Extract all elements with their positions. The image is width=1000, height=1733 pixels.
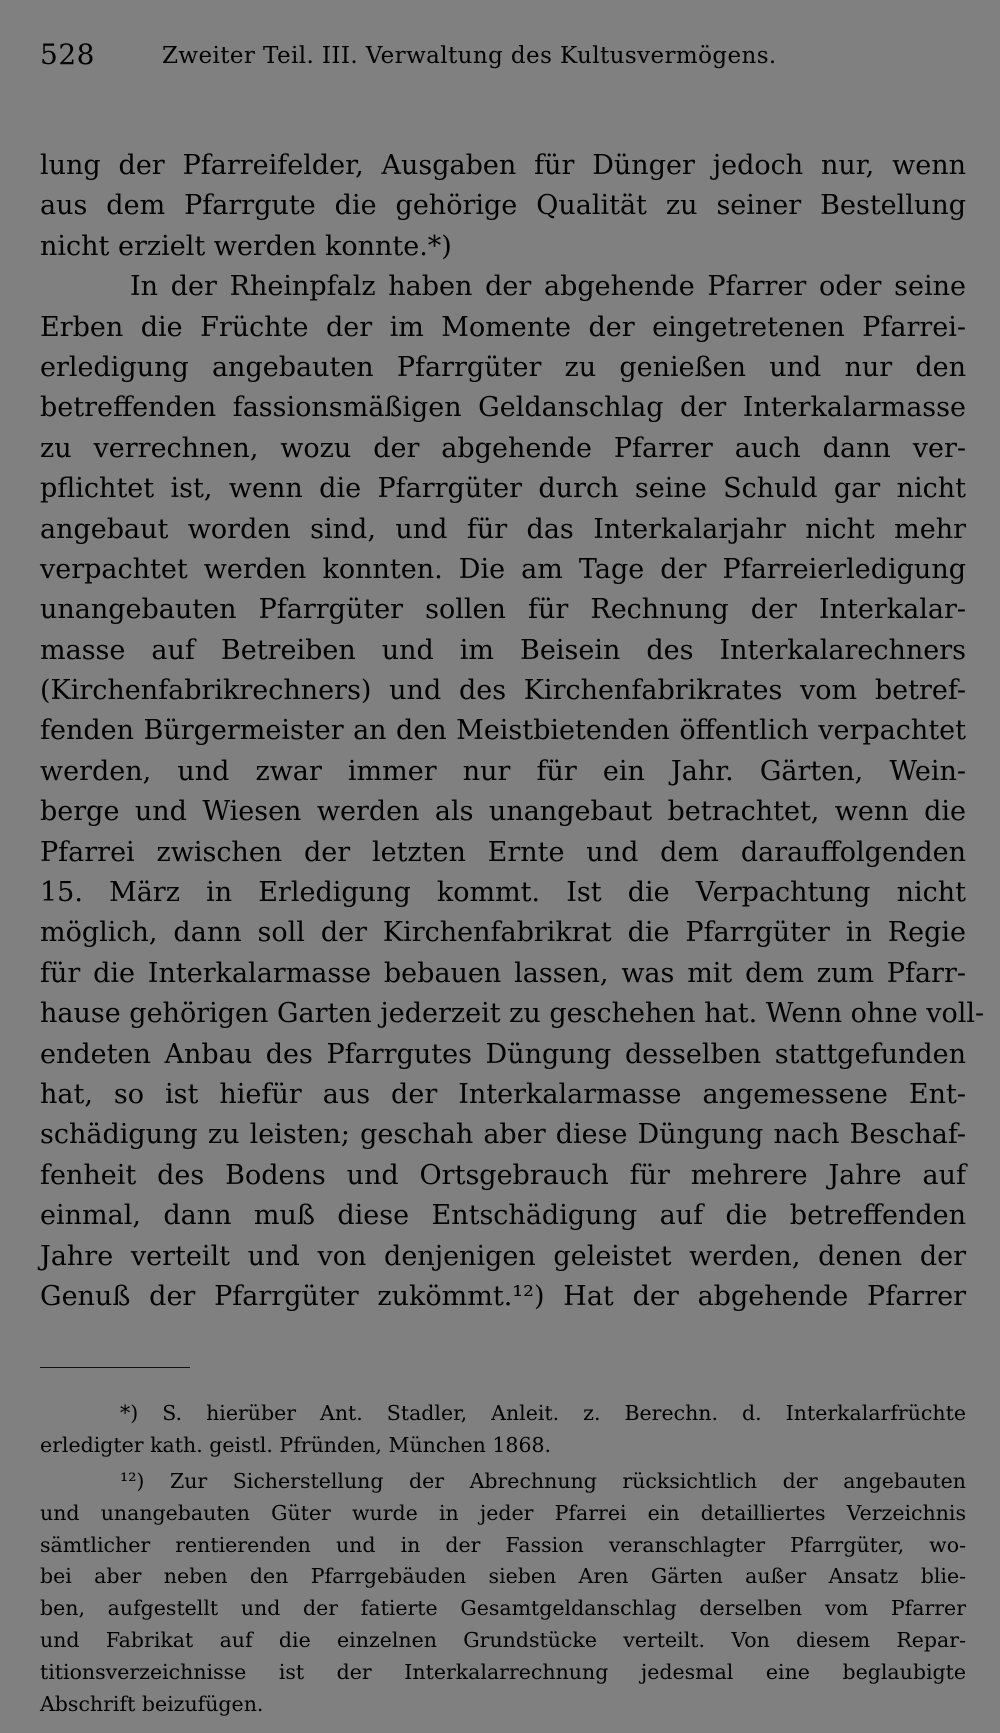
page-number: 528 (40, 38, 95, 71)
footnote-line: sämtlicher rentierenden und in der Fassion veranschlagter Pfarrgüter, wo- (40, 1532, 966, 1557)
footnote-line: bei aber neben den Pfarrgebäuden sieben Aren Gärten außer Ansatz blie- (40, 1564, 966, 1589)
body-line: werden, und zwar immer nur für ein Jahr. Gärten, Wein- (40, 755, 966, 787)
body-line: lung der Pfarreifelder, Ausgaben für Dünger jedoch nur, wenn (40, 150, 966, 181)
body-line: verpachtet werden konnten. Die am Tage der Pfarreierledigung (40, 553, 966, 585)
body-line: Genuß der Pfarrgüter zukömmt.¹²) Hat der abgehende Pfarrer (40, 1280, 966, 1312)
footnote-line: ¹²) Zur Sicherstellung der Abrechnung rücksichtlich der angebauten (120, 1468, 966, 1493)
body-line: angebaut worden sind, und für das Interkalarjahr nicht mehr (40, 513, 966, 545)
body-line: erledigung angebauten Pfarrgüter zu genießen und nur den (40, 351, 966, 383)
body-line: 15. März in Erledigung kommt. Ist die Verpachtung nicht (40, 877, 966, 909)
body-line: Pfarrei zwischen der letzten Ernte und dem darauffolgenden (40, 836, 966, 868)
footnote-line: *) S. hierüber Ant. Stadler, Anleit. z. Berechn. d. Interkalarfrüchte (120, 1401, 966, 1426)
footnote-rule (40, 1367, 190, 1368)
body-line: einmal, dann muß diese Entschädigung auf die betreffenden (40, 1200, 966, 1232)
body-line: pflichtet ist, wenn die Pfarrgüter durch seine Schuld gar nicht (40, 473, 966, 505)
footnote-line: Abschrift beizufügen. (40, 1691, 264, 1716)
body-line: hause gehörigen Garten jederzeit zu geschehen hat. Wenn ohne voll- (40, 998, 985, 1030)
body-line: masse auf Betreiben und im Beisein des Interkalarechners (40, 634, 966, 666)
body-line: hat, so ist hiefür aus der Interkalarmasse angemessene Ent- (40, 1078, 966, 1110)
body-text (40, 146, 985, 1317)
body-line: zu verrechnen, wozu der abgehende Pfarrer auch dann ver- (40, 432, 966, 464)
running-title: Zweiter Teil. III. Verwaltung des Kultusvermögens. (162, 43, 777, 69)
footnote-line: und Fabrikat auf die einzelnen Grundstücke verteilt. Von diesem Repar- (40, 1627, 966, 1652)
body-line: (Kirchenfabrikrechners) und des Kirchenfabrikrates vom betref- (40, 675, 966, 707)
footnote-line: und unangebauten Güter wurde in jeder Pfarrei ein detailliertes Verzeichnis (40, 1500, 966, 1525)
footnotes (40, 1398, 966, 1720)
body-line: nicht erzielt werden konnte.*) (40, 230, 452, 262)
footnote-line: titionsverzeichnisse ist der Interkalarrechnung jedesmal eine beglaubigte (40, 1659, 966, 1684)
body-line: für die Interkalarmasse bebauen lassen, was mit dem zum Pfarr- (40, 957, 966, 989)
body-line: In der Rheinpfalz haben der abgehende Pfarrer oder seine (130, 271, 966, 303)
body-line: unangebauten Pfarrgüter sollen für Rechnung der Interkalar- (40, 594, 966, 626)
footnote-line: ben, aufgestellt und der fatierte Gesamtgeldanschlag derselben vom Pfarrer (40, 1596, 966, 1621)
running-head (40, 38, 966, 86)
body-line: fenheit des Bodens und Ortsgebrauch für mehrere Jahre auf (40, 1159, 966, 1191)
body-line: fenden Bürgermeister an den Meistbietenden öffentlich verpachtet (40, 715, 966, 747)
body-line: endeten Anbau des Pfarrgutes Düngung desselben stattgefunden (40, 1038, 966, 1070)
body-line: möglich, dann soll der Kirchenfabrikrat die Pfarrgüter in Regie (40, 917, 966, 949)
body-line: berge und Wiesen werden als unangebaut betrachtet, wenn die (40, 796, 966, 828)
body-line: Erben die Früchte der im Momente der eingetretenen Pfarrei- (40, 311, 966, 343)
body-line: Jahre verteilt und von denjenigen geleistet werden, denen der (40, 1240, 966, 1272)
body-line: schädigung zu leisten; geschah aber diese Düngung nach Beschaf- (40, 1119, 966, 1151)
book-page (40, 38, 985, 1720)
body-line: betreffenden fassionsmäßigen Geldanschlag der Interkalarmasse (40, 392, 966, 424)
body-line: aus dem Pfarrgute die gehörige Qualität zu seiner Bestellung (40, 190, 966, 222)
footnote-line: erledigter kath. geistl. Pfründen, München 1868. (40, 1433, 552, 1458)
